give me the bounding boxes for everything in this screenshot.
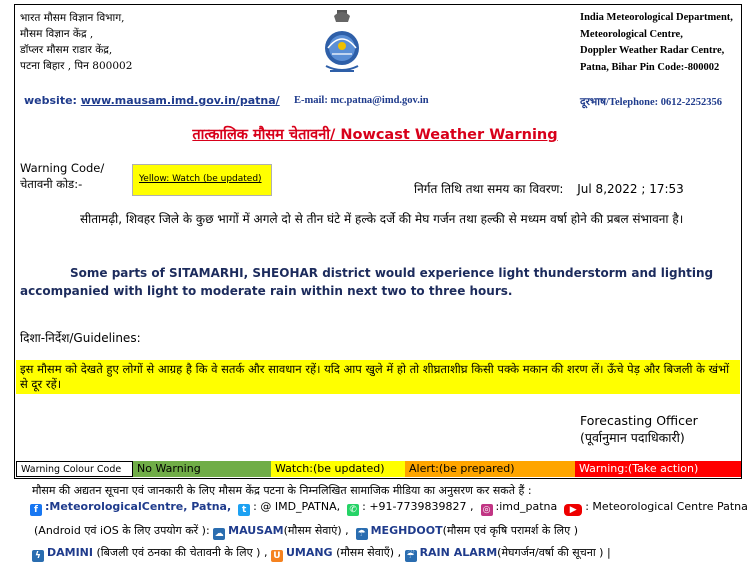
mausam-app-icon: ☁: [214, 529, 224, 539]
rain-alarm-app-link[interactable]: RAIN ALARM: [419, 546, 498, 559]
officer-title-hindi: (पूर्वानुमान पदाधिकारी): [580, 430, 685, 445]
social-intro: मौसम की अद्यतन सूचना एवं जानकारी के लिए मौसम केंद्र पटना के निम्नलिखित सामाजिक मीडिया का अनुसरण कर सकते हैं :: [32, 484, 532, 497]
facebook-icon: f: [30, 504, 42, 516]
warning-code-label-hi: चेतावनी कोड:-: [20, 177, 83, 191]
rain-alarm-app-desc: (मेघगर्जन/वर्षा की सूचना ) |: [497, 546, 611, 559]
guidelines-text: इस मौसम को देखते हुए लोगों से आग्रह है कि वे सतर्क और सावधान रहें। यदि आप खुले में हो तो शीघ्रताशीघ्र किसी पक्के मकान की शरण लें। ऊँचे पेड़ और बिजली के खंभों से दूर रहें।: [20, 362, 730, 391]
apps-row-2: [32, 545, 750, 562]
whatsapp-link[interactable]: : +91-7739839827 ,: [362, 500, 474, 513]
meghdoot-app-link[interactable]: MEGHDOOT: [370, 524, 443, 537]
warning-message-hindi: सीतामढ़ी, शिवहर जिले के कुछ भागों में अगले दो से तीन घंटे में हल्के दर्जे की मेघ गर्जन तथा हल्की से मध्यम वर्षा होने की प्रबल संभावना है।: [80, 212, 684, 226]
officer-title: Forecasting Officer: [580, 413, 698, 428]
meghdoot-app-desc: (मौसम एवं कृषि परामर्श के लिए ): [442, 524, 579, 537]
twitter-icon: t: [238, 504, 250, 516]
warning-message-english: Some parts of SITAMARHI, SHEOHAR district would experience light thunderstorm and lighting accompanied with light to moderate rain within next two to three hours.: [20, 266, 714, 298]
national-emblem-logo: [318, 8, 366, 80]
social-links-row: [30, 500, 750, 516]
warning-code-value: Yellow: Watch (be updated): [139, 174, 262, 184]
address-line: मौसम विज्ञान केंद्र ,: [20, 28, 94, 40]
warning-code-label-en: Warning Code/: [20, 161, 105, 175]
address-line: India Meteorological Department,: [580, 12, 733, 23]
warning-code-label: [20, 160, 104, 192]
page-title: [0, 124, 750, 144]
issue-label: निर्गत तिथि तथा समय का विवरण:: [414, 182, 564, 196]
legend-alert: Alert:(be prepared): [405, 461, 575, 477]
header-english-address: [580, 10, 733, 76]
address-line: Patna, Bihar Pin Code:-800002: [580, 61, 720, 73]
damini-app-link[interactable]: DAMINI: [47, 546, 93, 559]
legend-watch: Watch:(be updated): [271, 461, 405, 477]
instagram-link[interactable]: :imd_patna: [495, 500, 558, 513]
legend-warning: Warning:(Take action): [575, 461, 741, 477]
email-address: E-mail: mc.patna@imd.gov.in: [294, 95, 429, 106]
mausam-app-link[interactable]: MAUSAM: [228, 524, 284, 537]
guidelines-label: दिशा-निर्देश/Guidelines:: [20, 331, 141, 345]
guidelines-box: [16, 360, 740, 394]
address-line: डॉप्लर मौसम राडार केंद्र,: [20, 44, 113, 56]
website-label: website:: [24, 94, 77, 107]
apps-intro: (Android एवं iOS के लिए उपयोग करें ):: [34, 524, 210, 537]
forecasting-officer: [580, 412, 698, 446]
damini-app-desc: (बिजली एवं ठनका की चेतावनी के लिए ) ,: [96, 546, 268, 559]
meghdoot-app-icon: ☂: [357, 529, 366, 539]
umang-app-icon: U: [271, 550, 283, 562]
website-row: [24, 94, 280, 107]
address-line: पटना बिहार , पिन 800002: [20, 60, 133, 72]
issue-time: [414, 180, 684, 197]
apps-row-1: [34, 523, 750, 540]
warning-code-badge: [132, 164, 272, 196]
address-line: Meteorological Centre,: [580, 28, 683, 40]
damini-app-icon: ϟ: [32, 550, 44, 562]
instagram-icon: ◎: [481, 504, 493, 516]
address-line: Doppler Weather Radar Centre,: [580, 45, 725, 56]
facebook-link[interactable]: :MeteorologicalCentre, Patna,: [45, 500, 232, 513]
website-link[interactable]: www.mausam.imd.gov.in/patna/: [80, 94, 280, 107]
twitter-link[interactable]: : @ IMD_PATNA,: [253, 500, 341, 513]
mausam-app-desc: (मौसम सेवाएं) ,: [283, 524, 349, 537]
rain-alarm-app-icon: ☔: [406, 551, 415, 561]
legend-label: Warning Colour Code: [16, 461, 133, 477]
legend-no-warning: No Warning: [133, 461, 271, 477]
umang-app-desc: (मौसम सेवाएँ) ,: [336, 546, 402, 559]
address-line: भारत मौसम विज्ञान विभाग,: [20, 12, 125, 24]
header-hindi-address: [20, 10, 132, 74]
youtube-icon: ▶: [564, 504, 582, 516]
title-text: तात्कालिक मौसम चेतावनी/ Nowcast Weather Warning: [192, 127, 558, 143]
telephone: दूरभाष/Telephone: 0612-2252356: [580, 97, 723, 108]
warning-colour-legend: [16, 461, 741, 477]
issue-datetime: Jul 8,2022 ; 17:53: [577, 182, 684, 196]
whatsapp-icon: ✆: [347, 504, 359, 516]
umang-app-link[interactable]: UMANG: [285, 546, 333, 559]
youtube-link[interactable]: : Meteorological Centre Patna: [585, 500, 748, 513]
